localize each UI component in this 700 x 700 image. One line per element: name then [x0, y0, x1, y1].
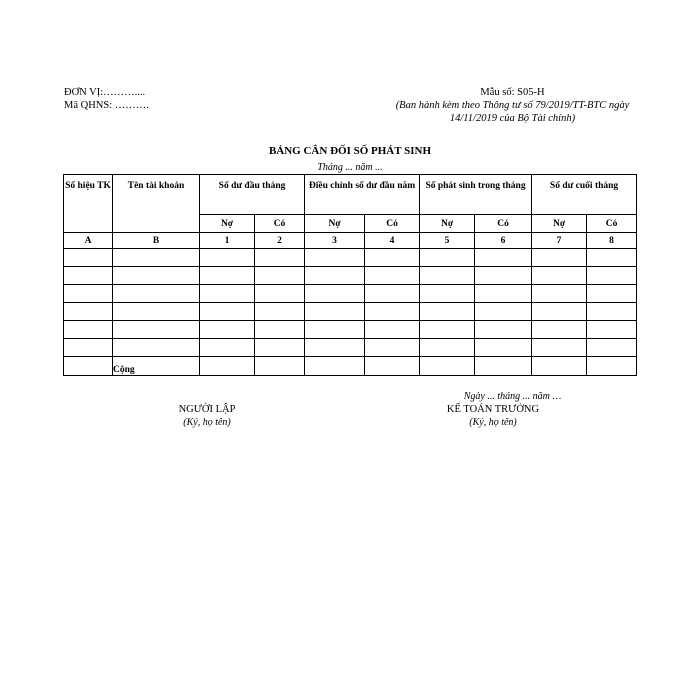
index-cell: 1 [200, 233, 255, 249]
balance-table [63, 174, 637, 376]
index-cell: 3 [305, 233, 365, 249]
chief-accountant-signature [393, 403, 593, 429]
index-cell: 7 [532, 233, 587, 249]
header-debit: Nợ [200, 215, 255, 233]
unit-info [64, 86, 149, 112]
header-debit: Nợ [305, 215, 365, 233]
preparer-signature [107, 403, 307, 429]
issued-note-line2: 14/11/2019 của Bộ Tài chính) [449, 113, 576, 124]
index-cell: 5 [420, 233, 475, 249]
header-credit: Có [255, 215, 305, 233]
index-cell: A [64, 233, 113, 249]
index-cell: 4 [365, 233, 420, 249]
table-row [64, 339, 637, 357]
header-debit: Nợ [420, 215, 475, 233]
header-opening-adjustment: Điều chỉnh số dư đầu năm [305, 175, 420, 215]
header-credit: Có [587, 215, 637, 233]
page-title: BẢNG CÂN ĐỐI SỐ PHÁT SINH [268, 145, 432, 157]
header-period-activity: Số phát sinh trong tháng [420, 175, 532, 215]
chief-accountant-title: KẾ TOÁN TRƯỞNG [446, 404, 540, 415]
preparer-title: NGƯỜI LẬP [178, 404, 236, 415]
qhns-label: Mã QHNS: ………. [64, 100, 149, 111]
header-account-no: Số hiệu TK [64, 175, 113, 233]
index-cell: 2 [255, 233, 305, 249]
table-row [64, 285, 637, 303]
table-row [64, 303, 637, 321]
issued-note-line1: (Ban hành kèm theo Thông tư số 79/2019/TT-BTC ngày [395, 100, 630, 111]
header-opening-balance: Số dư đầu tháng [200, 175, 305, 215]
header-debit: Nợ [532, 215, 587, 233]
total-row [64, 357, 637, 376]
header-credit: Có [365, 215, 420, 233]
chief-accountant-note: (Ký, họ tên) [469, 417, 517, 428]
signature-date: Ngày ... tháng ... năm … [463, 391, 562, 402]
form-info [380, 86, 645, 125]
table-row [64, 267, 637, 285]
header-account-name: Tên tài khoản [113, 175, 200, 233]
preparer-note: (Ký, họ tên) [183, 417, 231, 428]
form-number: Mẫu số: S05-H [480, 87, 545, 98]
header-credit: Có [475, 215, 532, 233]
total-label: Cộng [113, 357, 200, 376]
index-cell: 8 [587, 233, 637, 249]
index-cell: B [113, 233, 200, 249]
period-line: Tháng ... năm ... [317, 162, 383, 173]
unit-label: ĐƠN VỊ:……….... [64, 87, 146, 98]
index-cell: 6 [475, 233, 532, 249]
table-row [64, 321, 637, 339]
table-row [64, 249, 637, 267]
header-closing-balance: Số dư cuối tháng [532, 175, 637, 215]
